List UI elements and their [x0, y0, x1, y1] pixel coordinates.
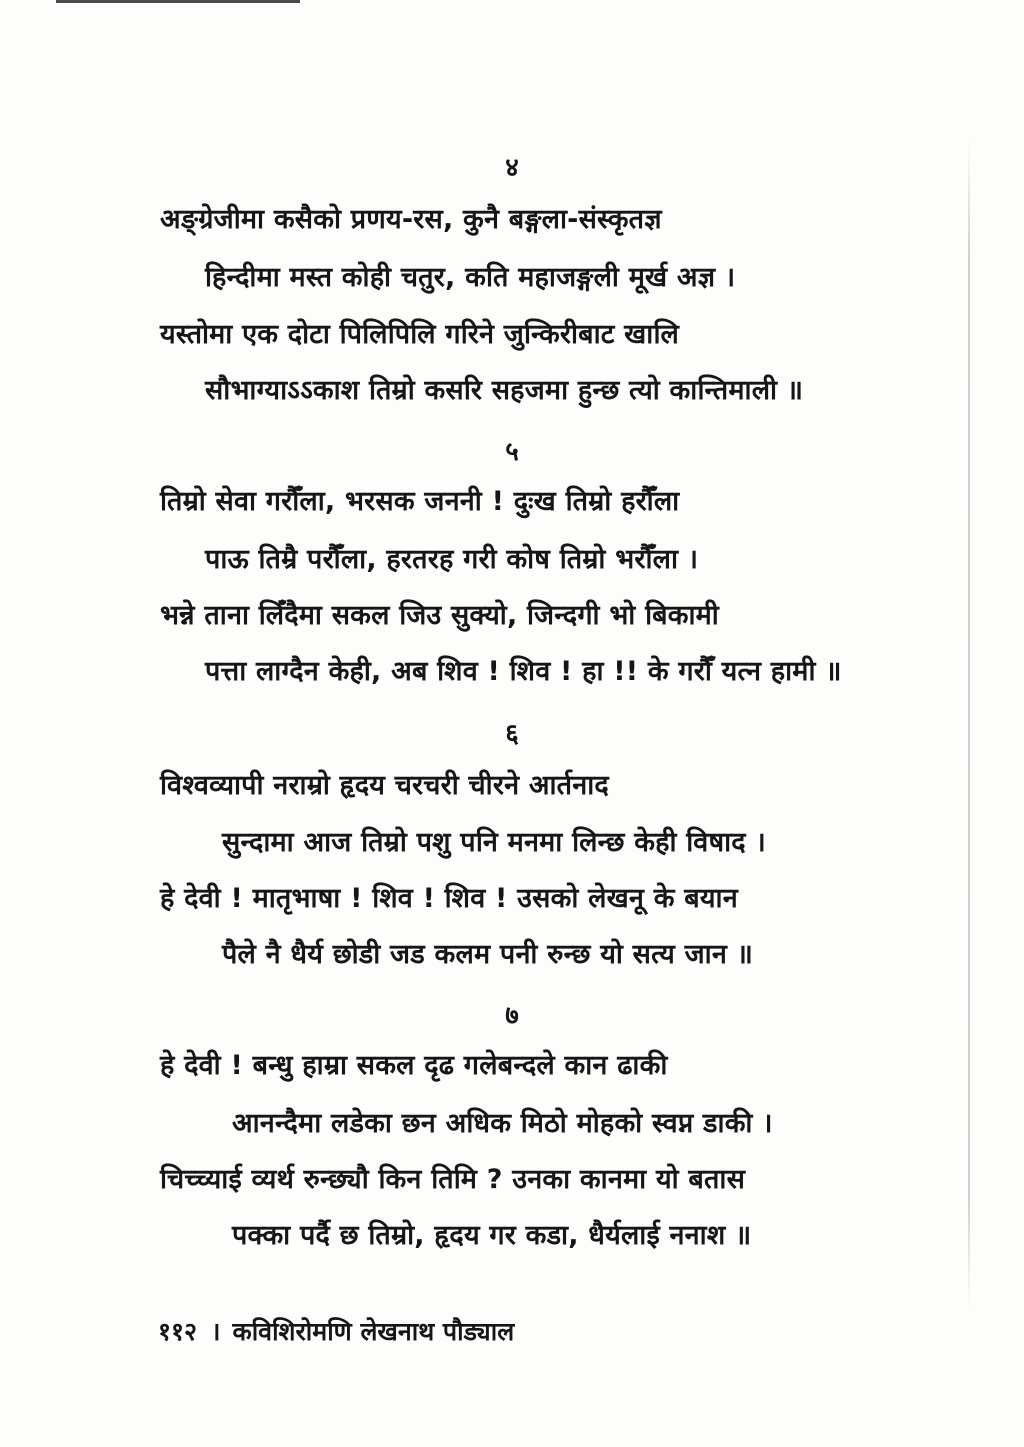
- verse-line: आनन्दैमा लडेका छन अधिक मिठो मोहको स्वप्न डाकी ।: [232, 1108, 773, 1139]
- verse-line: पाऊ तिम्रै परौँला, हरतरह गरी कोष तिम्रो भरौँला ।: [205, 544, 699, 575]
- verse-line: भन्ने ताना लिँदैमा सकल जिउ सुक्यो, जिन्दगी भो बिकामी: [160, 600, 719, 631]
- stanza-number: ५: [505, 437, 519, 467]
- verse-line: सुन्दामा आज तिम्रो पशु पनि मनमा लिन्छ केही विषाद ।: [222, 827, 766, 858]
- book-title: कविशिरोमणि लेखनाथ पौड्याल: [232, 1317, 515, 1346]
- verse-line: हे देवी ! बन्धु हाम्रा सकल दृढ गलेबन्दले कान ढाकी: [160, 1050, 668, 1081]
- stanza-number: ७: [505, 1001, 519, 1031]
- page-footer: [158, 1314, 514, 1350]
- verse-line: यस्तोमा एक दोटा पिलिपिलि गरिने जुन्किरीबाट खालि: [160, 319, 679, 350]
- verse-line: पैले नै धैर्य छोडी जड कलम पनी रुन्छ यो सत्य जान ॥: [222, 939, 754, 970]
- stanza-number: ६: [505, 719, 519, 749]
- verse-line: अङ्ग्रेजीमा कसैको प्रणय-रस, कुनै बङ्गला-संस्कृतज्ञ: [160, 204, 662, 235]
- verse-line: हे देवी ! मातृभाषा ! शिव ! शिव ! उसको लेखनू के बयान: [160, 883, 738, 914]
- top-edge-rule: [56, 0, 300, 3]
- stanza-number: ४: [505, 153, 519, 183]
- verse-line: सौभाग्याऽऽकाश तिम्रो कसरि सहजमा हुन्छ त्यो कान्तिमाली ॥: [205, 375, 804, 406]
- verse-line: तिम्रो सेवा गरौँला, भरसक जननी ! दुःख तिम्रो हरौँला: [160, 486, 680, 517]
- verse-line: पत्ता लाग्दैन केही, अब शिव ! शिव ! हा !! के गरौँ यत्न हामी ॥: [205, 656, 842, 687]
- verse-line: हिन्दीमा मस्त कोही चतुर, कति महाजङ्गली मूर्ख अज्ञ ।: [205, 262, 736, 293]
- page-number: ११२: [158, 1317, 198, 1346]
- verse-line: पक्का पर्दै छ तिम्रो, हृदय गर कडा, धैर्यलाई ननाश ॥: [232, 1220, 752, 1251]
- footer-separator: ।: [211, 1317, 221, 1346]
- verse-line: विश्वव्यापी नराम्रो हृदय चरचरी चीरने आर्तनाद: [160, 770, 609, 801]
- verse-line: चिच्च्याई व्यर्थ रुन्छ्यौ किन तिमि ? उनका कानमा यो बतास: [160, 1164, 746, 1195]
